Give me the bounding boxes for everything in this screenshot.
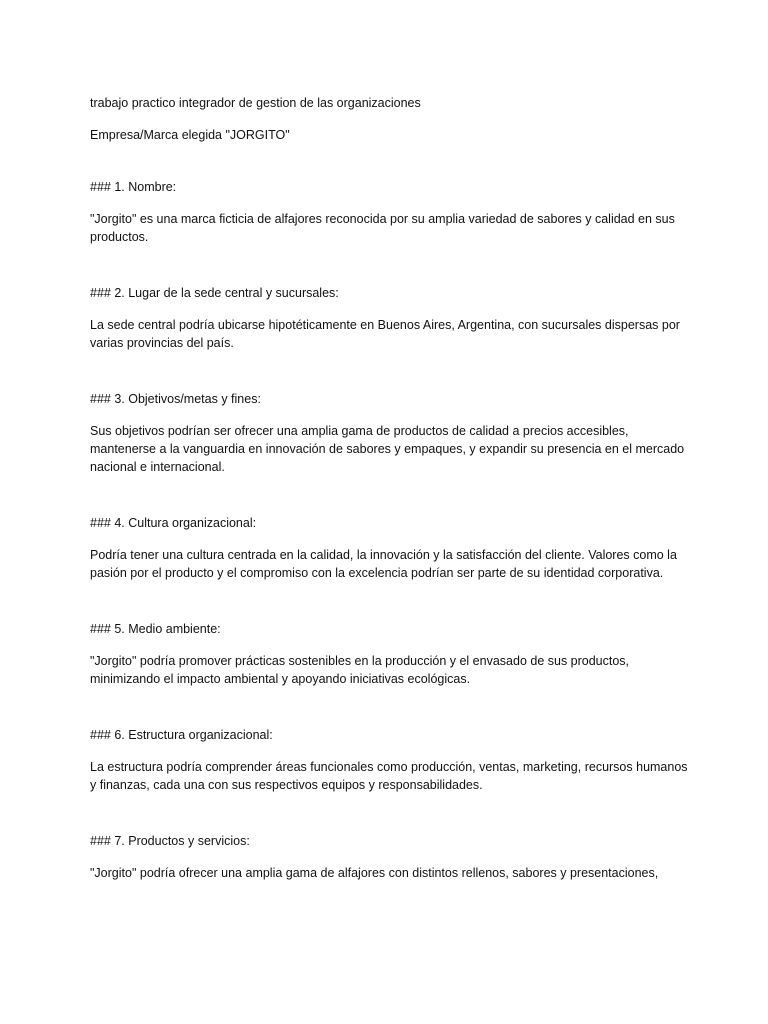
document-title: trabajo practico integrador de gestion de las organizaciones (90, 96, 421, 110)
section-1 (90, 178, 690, 246)
section-body: "Jorgito" podría promover prácticas sostenibles en la producción y el envasado de sus productos, minimizando el impacto ambiental y apoyando iniciativas ecológicas. (90, 654, 630, 686)
section-heading: ### 5. Medio ambiente: (90, 622, 221, 636)
document-content (90, 94, 690, 882)
section-5 (90, 620, 690, 688)
section-7 (90, 832, 690, 882)
section-4 (90, 514, 690, 582)
section-3 (90, 390, 690, 476)
section-heading: ### 3. Objetivos/metas y fines: (90, 392, 261, 406)
section-body: Podría tener una cultura centrada en la calidad, la innovación y la satisfacción del cliente. Valores como la pasión por el producto y el compromiso con la excelencia podrían ser parte de su identidad corporativa. (90, 548, 677, 580)
section-body: "Jorgito" podría ofrecer una amplia gama de alfajores con distintos rellenos, sabores y presentaciones, (90, 866, 659, 880)
section-body: La estructura podría comprender áreas funcionales como producción, ventas, marketing, recursos humanos y finanzas, cada una con sus respectivos equipos y responsabilidades. (90, 760, 688, 792)
section-6 (90, 726, 690, 794)
section-heading: ### 6. Estructura organizacional: (90, 728, 273, 742)
section-body: Sus objetivos podrían ser ofrecer una amplia gama de productos de calidad a precios accesibles, mantenerse a la vanguardia en innovación de sabores y empaques, y expandir su presencia en el mercado nacional e internacional. (90, 424, 685, 474)
section-2 (90, 284, 690, 352)
section-body: La sede central podría ubicarse hipotéticamente en Buenos Aires, Argentina, con sucursales dispersas por varias provincias del país. (90, 318, 680, 350)
section-heading: ### 7. Productos y servicios: (90, 834, 250, 848)
section-heading: ### 1. Nombre: (90, 180, 177, 194)
section-body: "Jorgito" es una marca ficticia de alfajores reconocida por su amplia variedad de sabores y calidad en sus productos. (90, 212, 675, 244)
brand-line: Empresa/Marca elegida "JORGITO" (90, 128, 290, 142)
section-heading: ### 4. Cultura organizacional: (90, 516, 257, 530)
section-heading: ### 2. Lugar de la sede central y sucursales: (90, 286, 339, 300)
